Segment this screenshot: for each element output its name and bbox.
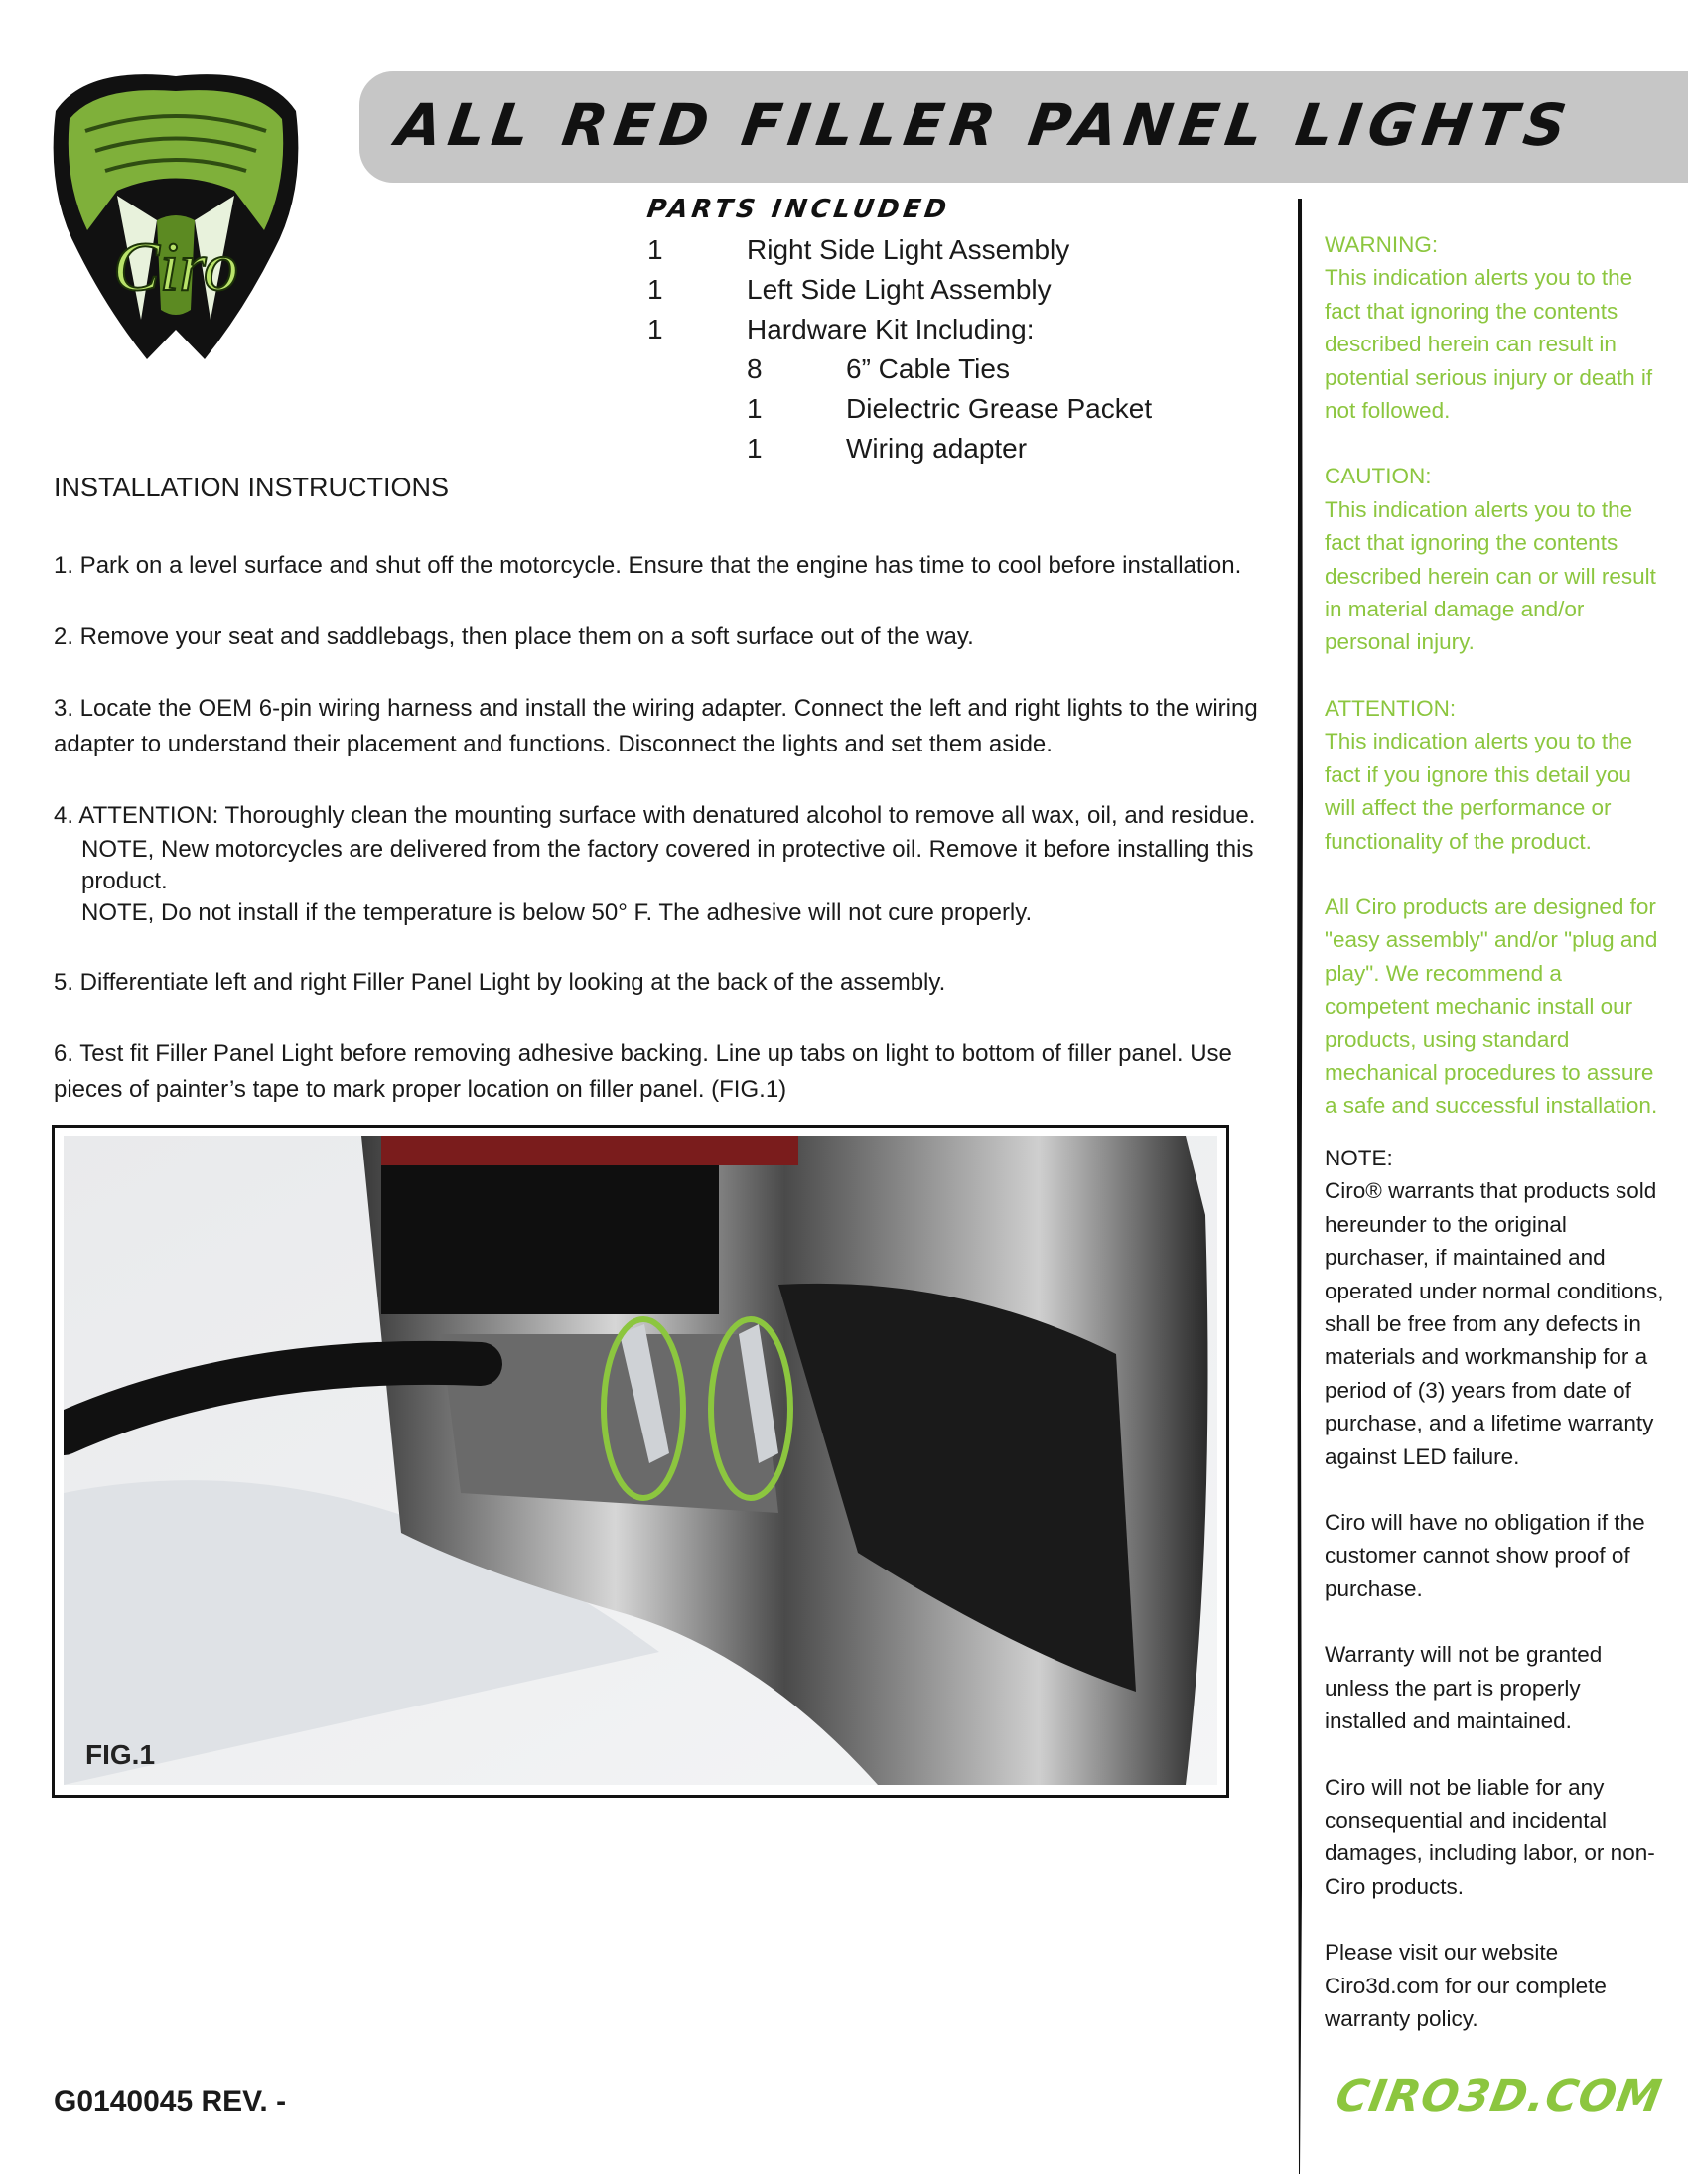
- vertical-divider: [1291, 199, 1309, 2174]
- part-qty: 1: [747, 393, 763, 424]
- attention-block: [1325, 692, 1668, 858]
- step-1: 1. Park on a level surface and shut off the motorcycle. Ensure that the engine has time to cool before installation.: [54, 552, 1242, 579]
- brand-url: CIRO3D.COM: [1332, 2071, 1666, 2121]
- instruction-steps: [54, 548, 1285, 1144]
- part-qty: 1: [747, 433, 763, 464]
- liable-text: Ciro will not be liable for any consequential and incidental damages, including labor, or non-Ciro products.: [1325, 1774, 1655, 1899]
- liable-block: [1325, 1771, 1668, 1904]
- document-code: G0140045 REV. -: [54, 2085, 287, 2117]
- part-desc: Left Side Light Assembly: [747, 274, 1052, 305]
- parts-heading: PARTS INCLUDED: [644, 195, 952, 224]
- part-desc: Wiring adapter: [846, 433, 1028, 464]
- sidebar-warnings: [1325, 228, 1668, 1156]
- note-block: [1325, 1142, 1668, 1473]
- part-desc: 6” Cable Ties: [846, 353, 1010, 384]
- figure-label: FIG.1: [85, 1739, 156, 1770]
- granted-text: Warranty will not be granted unless the part is properly installed and maintained.: [1325, 1642, 1603, 1734]
- page-title: ALL RED FILLER PANEL LIGHTS: [392, 91, 1578, 159]
- step-4-note-2: NOTE, Do not install if the temperature is below 50° F. The adhesive will not cure properly.: [81, 899, 1033, 926]
- part-qty: 1: [647, 314, 663, 344]
- caution-title: CAUTION:: [1325, 464, 1432, 489]
- part-desc: Hardware Kit Including:: [747, 314, 1035, 344]
- step-5: 5. Differentiate left and right Filler Panel Light by looking at the back of the assembly.: [54, 969, 946, 996]
- part-qty: 8: [747, 353, 763, 384]
- part-desc: Dielectric Grease Packet: [846, 393, 1153, 424]
- step-2: 2. Remove your seat and saddlebags, then place them on a soft surface out of the way.: [54, 623, 974, 650]
- products-block: [1325, 890, 1668, 1123]
- step-4-note-1: NOTE, New motorcycles are delivered from the factory covered in protective oil. Remove it before installing this product.: [81, 836, 1254, 894]
- figure-photo: [64, 1136, 1217, 1785]
- website-text: Please visit our website Ciro3d.com for our complete warranty policy.: [1325, 1940, 1607, 2031]
- website-block: [1325, 1936, 1668, 2035]
- obligation-text: Ciro will have no obligation if the customer cannot show proof of purchase.: [1325, 1510, 1645, 1601]
- products-text: All Ciro products are designed for "easy assembly" and/or "plug and play". We recommend a competent mechanic install our products, using standard mechanical procedures to assure a safe and successful installation.: [1325, 893, 1658, 1119]
- warning-block: [1325, 228, 1668, 427]
- instructions-heading: INSTALLATION INSTRUCTIONS: [54, 473, 450, 502]
- part-qty: 1: [647, 234, 663, 265]
- part-qty: 1: [647, 274, 663, 305]
- logo-text: Ciro: [113, 229, 238, 306]
- part-desc: Right Side Light Assembly: [747, 234, 1070, 265]
- obligation-block: [1325, 1506, 1668, 1605]
- ciro-logo: [46, 71, 306, 369]
- step-6: 6. Test fit Filler Panel Light before removing adhesive backing. Line up tabs on light to bottom of filler panel. Use pieces of painter’s tape to mark proper location on filler panel. (FIG.1): [54, 1040, 1232, 1103]
- step-4: [54, 798, 1285, 929]
- attention-text: This indication alerts you to the fact if you ignore this detail you will affect the performance or functionality of the product.: [1325, 729, 1633, 854]
- sidebar-warranty: [1325, 1142, 1668, 2068]
- note-text: Ciro® warrants that products sold hereunder to the original purchaser, if maintained and operated under normal conditions, shall be free from any defects in materials and workmanship for a period of (3) years from date of purchase, and a lifetime warranty against LED failure.: [1325, 1178, 1664, 1469]
- step-3: 3. Locate the OEM 6-pin wiring harness and install the wiring adapter. Connect the left and right lights to the wiring adapter to understand their placement and functions. Disconnect the lights and set them aside.: [54, 695, 1258, 757]
- caution-text: This indication alerts you to the fact that ignoring the contents described herein can or will result in material damage and/or personal injury.: [1325, 496, 1656, 655]
- granted-block: [1325, 1638, 1668, 1737]
- warning-text: This indication alerts you to the fact that ignoring the contents described herein can result in potential serious injury or death if not followed.: [1325, 265, 1653, 424]
- note-title: NOTE:: [1325, 1146, 1393, 1170]
- warning-title: WARNING:: [1325, 232, 1439, 257]
- caution-block: [1325, 460, 1668, 658]
- attention-title: ATTENTION:: [1325, 695, 1457, 721]
- step-4-text: 4. ATTENTION: Thoroughly clean the mounting surface with denatured alcohol to remove all wax, oil, and residue.: [54, 802, 1256, 829]
